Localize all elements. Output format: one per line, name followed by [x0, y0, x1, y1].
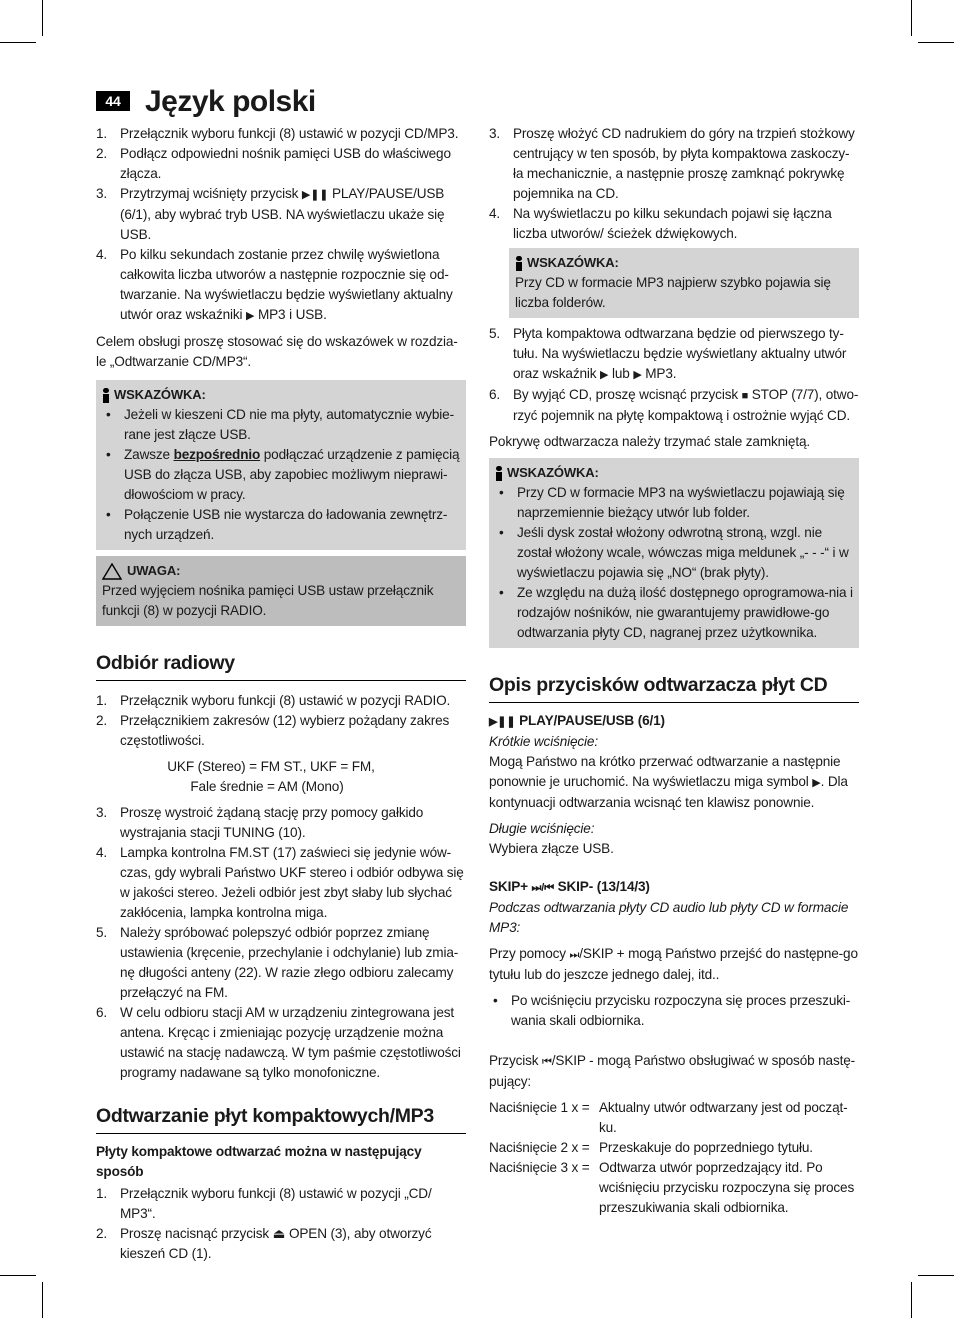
hint-box — [96, 380, 466, 550]
list-item: 4. Lampka kontrolna FM.ST (17) zaświeci się jedynie wów-czas, gdy wybrali Państwo UKF stereo i odbiór odbywa się w jakości stereo. Jeżeli odbiór jest zbyt słaby lub słychać zakłócenia, lampka kontrolna miga. — [96, 845, 464, 920]
crop-mark — [0, 42, 36, 43]
skip-minus-text: Przycisk ⏮/SKIP - mogą Państwo obsługiwać w sposób nastę-pujący: — [489, 1053, 856, 1089]
list-item: 6. W celu odbioru stacji AM w urządzeniu zintegrowana jest antena. Kręcąc i zmieniając pozycję urządzenie można ustawić na stację nadawczą. W tym paśmie częstotliwości programy nadawane są tylko monofoniczne. — [96, 1005, 461, 1080]
list-item: • Ze względu na dużą ilość dostępnego oprogramowa-nia i rodzajów nośników, nie gwarantujemy prawidłowe-go odtwarzania płyty CD, nagranej przez użytkownika. — [499, 585, 853, 640]
section-heading: Opis przycisków odtwarzacza płyt CD — [489, 672, 859, 703]
hint-box — [489, 458, 859, 648]
press-value: Aktualny utwór odtwarzany jest od począt-ku. — [599, 1100, 848, 1135]
press-table — [489, 1098, 859, 1218]
crop-mark — [0, 1275, 36, 1276]
hint-box — [509, 248, 859, 318]
skip-icon: ⏭/⏮ — [531, 882, 554, 894]
list-item: • Przy CD w formacie MP3 na wyświetlaczu pojawiają się naprzemiennie bieżący utwór lub folder. — [499, 485, 845, 520]
page-title: Język polski — [145, 85, 316, 118]
press-key: Naciśnięcie 3 x = — [489, 1160, 590, 1175]
list-item: 1. Przełącznik wyboru funkcji (8) ustawić w pozycji CD/MP3. — [96, 126, 459, 141]
hint-text: Przy CD w formacie MP3 najpierw szybko pojawia się liczba folderów. — [515, 275, 831, 310]
skip-back-icon: ⏮ — [542, 1056, 552, 1068]
subheading: Płyty kompaktowe odtwarzać można w następujący sposób — [96, 1144, 422, 1179]
play-icon: ▶ — [246, 310, 255, 322]
short-press-text: Mogą Państwo na krótko przerwać odtwarzanie a następnie ponownie je uruchomić. Na wyświetlaczu miga symbol ▶. Dla kontynuacji odtwarzania wcisnąć ten klawisz ponownie. — [489, 754, 848, 810]
warning-title: UWAGA: — [127, 563, 181, 578]
list-item: • Połączenie USB nie wystarcza do ładowania zewnętrz-nych urządzeń. — [106, 507, 448, 542]
skip-intro: Podczas odtwarzania płyty CD audio lub płyty CD w formacie MP3: — [489, 900, 849, 935]
hint-title: WSKAZÓWKA: — [507, 465, 599, 480]
info-icon — [102, 388, 110, 403]
list-item: 4. Na wyświetlaczu po kilku sekundach pojawi się łączna liczba utworów/ ścieżek dźwiękowych. — [489, 206, 832, 241]
crop-mark — [918, 42, 954, 43]
subheading: ▶❚❚ PLAY/PAUSE/USB (6/1) — [489, 713, 665, 728]
crop-mark — [911, 1282, 912, 1318]
intro-paragraph: Celem obsługi proszę stosować się do wskazówek w rozdzia-le „Odtwarzanie CD/MP3“. — [96, 334, 458, 369]
press-value: Przeskakuje do poprzedniego tytułu. — [599, 1140, 813, 1155]
play-pause-icon: ▶❚❚ — [489, 716, 516, 728]
long-press-label: Długie wciśnięcie: — [489, 821, 595, 836]
section-heading: Odtwarzanie płyt kompaktowych/MP3 — [96, 1103, 466, 1134]
play-icon: ▶ — [633, 369, 642, 381]
list-item: 5. Należy spróbować polepszyć odbiór poprzez zmianę ustawienia (kręcenie, przechylanie i odchylanie) lub zmia-nę długości anteny (22). W razie złego odbioru zalecamy przełączyć na FM. — [96, 925, 459, 1000]
list-item: 2. Podłącz odpowiedni nośnik pamięci USB do właściwego złącza. — [96, 146, 451, 181]
info-icon — [495, 466, 503, 481]
left-column — [96, 124, 466, 1264]
list-item: • Jeśli dysk został włożony odwrotną stroną, wzgl. nie został włożony wcale, wówczas miga meldunek „- - -“ i w wyświetlaczu pojawia się „NO“ (brak płyty). — [499, 525, 849, 580]
lid-paragraph: Pokrywę odtwarzacza należy trzymać stale zamkniętą. — [489, 434, 810, 449]
list-item: • Jeżeli w kieszeni CD nie ma płyty, automatycznie wybie-rane jest złącze USB. — [106, 407, 454, 442]
play-pause-icon: ▶❚❚ — [301, 189, 329, 201]
play-icon: ▶ — [600, 369, 609, 381]
stop-icon: ■ — [741, 390, 749, 402]
hint-title: WSKAZÓWKA: — [527, 255, 619, 270]
page-number: 44 — [96, 91, 130, 111]
hint-title: WSKAZÓWKA: — [114, 387, 206, 402]
list-item: • Zawsze bezpośrednio podłączać urządzenie z pamięcią USB do złącza USB, aby zapobiec możliwym nieprawi-dłowościom w pracy. — [106, 447, 460, 502]
section-heading: Odbiór radiowy — [96, 650, 466, 681]
long-press-text: Wybiera złącze USB. — [489, 841, 614, 856]
short-press-label: Krótkie wciśnięcie: — [489, 734, 598, 749]
crop-mark — [42, 1282, 43, 1318]
band-line: Fale średnie = AM (Mono) — [190, 779, 344, 794]
list-item: 4. Po kilku sekundach zostanie przez chwilę wyświetlona całkowita liczba utworów a następnie rozpocznie się od-twarzanie. Na wyświetlaczu będzie wyświetlany aktualny utwór oraz wskaźniki ▶ MP3 i USB. — [96, 247, 453, 322]
subheading: SKIP+ ⏭/⏮ SKIP- (13/14/3) — [489, 879, 650, 894]
warning-icon — [102, 563, 122, 580]
warning-box — [96, 556, 466, 626]
crop-mark — [911, 0, 912, 36]
skip-forward-icon: ⏭ — [569, 949, 580, 961]
warning-text: Przed wyjęciem nośnika pamięci USB ustaw przełącznik funkcji (8) w pozycji RADIO. — [102, 583, 434, 618]
list-item: 1. Przełącznik wyboru funkcji (8) ustawić w pozycji RADIO. — [96, 693, 451, 708]
eject-icon: ⏏ — [272, 1226, 286, 1241]
list-item: 2. Przełącznikiem zakresów (12) wybierz pożądany zakres częstotliwości. — [96, 713, 450, 748]
play-icon: ▶ — [812, 777, 821, 789]
crop-mark — [918, 1275, 954, 1276]
press-value: Odtwarza utwór poprzedzający itd. Po wciśnięciu przycisku rozpoczyna się proces przeszukiwania skali odbiornika. — [599, 1160, 855, 1215]
intro-list — [96, 124, 466, 326]
band-line: UKF (Stereo) = FM ST., UKF = FM, — [167, 759, 375, 774]
list-item: 6. By wyjąć CD, proszę wcisnąć przycisk ■ STOP (7/7), otwo-rzyć pojemnik na płytę kompaktową i ostrożnie wyjąć CD. — [489, 387, 859, 423]
crop-mark — [42, 0, 43, 36]
list-item: 3. Przytrzymaj wciśnięty przycisk ▶❚❚ PLAY/PAUSE/USB (6/1), aby wybrać tryb USB. NA wyświetlaczu ukaże się USB. — [96, 186, 445, 242]
list-item: 2. Proszę nacisnąć przycisk ⏏ OPEN (3), aby otworzyć kieszeń CD (1). — [96, 1226, 432, 1261]
list-item: 5. Płyta kompaktowa odtwarzana będzie od pierwszego ty-tułu. Na wyświetlaczu będzie wyświetlany aktualny utwór oraz wskaźnik ▶ lub ▶ MP3. — [489, 326, 847, 381]
skip-plus-text: Przy pomocy ⏭/SKIP + mogą Państwo przejść do następne-go tytułu lub do jeszcze jednego dalej, itd.. — [489, 946, 858, 982]
press-key: Naciśnięcie 2 x = — [489, 1140, 590, 1155]
list-item: 3. Proszę wystroić żądaną stację przy pomocy gałkido wystrajania stacji TUNING (10). — [96, 805, 424, 840]
right-column — [489, 124, 859, 1218]
press-key: Naciśnięcie 1 x = — [489, 1100, 590, 1115]
list-item: 3. Proszę włożyć CD nadrukiem do góry na trzpień stożkowy centrujący w ten sposób, by płyta kompaktowa zaskoczy-ła mechanicznie, a następnie proszę zamknąć pokrywkę pojemnika na CD. — [489, 126, 855, 201]
list-item: 1. Przełącznik wyboru funkcji (8) ustawić w pozycji „CD/ MP3“. — [96, 1186, 432, 1221]
info-icon — [515, 256, 523, 271]
list-item: • Po wciśnięciu przycisku rozpoczyna się proces przeszuki-wania skali odbiornika. — [493, 993, 851, 1028]
